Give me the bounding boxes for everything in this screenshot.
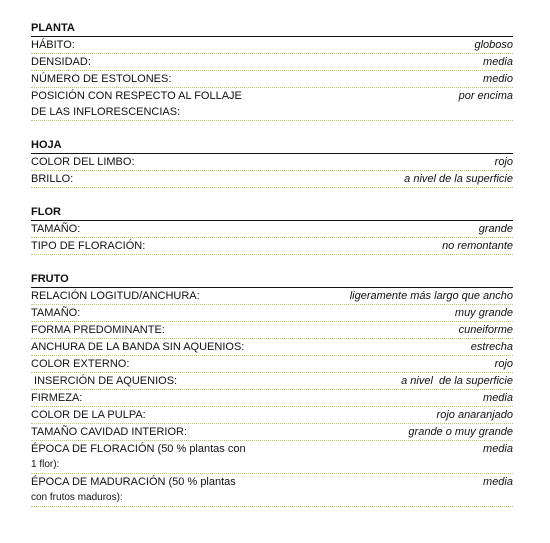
row-posicion-inflorescencias xyxy=(31,88,513,121)
row-densidad xyxy=(31,54,513,71)
row-value: grande xyxy=(478,223,513,235)
row-tamano-cavidad xyxy=(31,424,513,441)
row-epoca-floracion xyxy=(31,441,513,474)
row-label-line2: 1 flor): xyxy=(31,459,60,470)
row-tamano-fruto xyxy=(31,305,513,322)
section-title-planta: PLANTA xyxy=(31,22,513,37)
row-value: media xyxy=(483,56,513,68)
section-title-flor: FLOR xyxy=(31,206,513,221)
row-value: no remontante xyxy=(442,240,513,252)
row-label: FIRMEZA: xyxy=(31,392,83,404)
row-numero-estolones xyxy=(31,71,513,88)
row-label: RELACIÓN LOGITUD/ANCHURA: xyxy=(31,290,200,302)
characteristics-sheet xyxy=(31,22,513,525)
row-value: rojo anaranjado xyxy=(436,409,513,421)
section-hoja xyxy=(31,139,513,188)
row-insercion-aquenios xyxy=(31,373,513,390)
row-label-line2: DE LAS INFLORESCENCIAS: xyxy=(31,106,181,118)
row-color-pulpa xyxy=(31,407,513,424)
row-color-externo xyxy=(31,356,513,373)
row-value: cuneiforme xyxy=(458,324,513,336)
row-label: TAMAÑO CAVIDAD INTERIOR: xyxy=(31,426,188,438)
row-label: TAMAÑO: xyxy=(31,307,81,319)
row-label: FORMA PREDOMINANTE: xyxy=(31,324,165,336)
row-label: BRILLO: xyxy=(31,173,74,185)
row-tamano-flor xyxy=(31,221,513,238)
section-fruto xyxy=(31,273,513,507)
section-title-fruto: FRUTO xyxy=(31,273,513,288)
row-label-line1: POSICIÓN CON RESPECTO AL FOLLAJE xyxy=(31,90,242,102)
section-planta xyxy=(31,22,513,121)
row-label: TAMAÑO: xyxy=(31,223,81,235)
row-value: por encima xyxy=(458,90,513,102)
row-value: media xyxy=(483,392,513,404)
row-forma-predominante xyxy=(31,322,513,339)
row-label: COLOR EXTERNO: xyxy=(31,358,130,370)
row-relacion-longitud-anchura xyxy=(31,288,513,305)
row-label: INSERCIÓN DE AQUENIOS: xyxy=(31,375,178,387)
row-value: globoso xyxy=(474,39,513,51)
row-value: grande o muy grande xyxy=(408,426,513,438)
row-value: a nivel de la superficie xyxy=(401,375,513,387)
row-value: media xyxy=(483,443,513,455)
row-anchura-banda xyxy=(31,339,513,356)
row-label xyxy=(31,441,513,473)
row-label: NÚMERO DE ESTOLONES: xyxy=(31,73,172,85)
row-label: ANCHURA DE LA BANDA SIN AQUENIOS: xyxy=(31,341,245,353)
row-firmeza xyxy=(31,390,513,407)
row-habito xyxy=(31,37,513,54)
row-label xyxy=(31,474,513,506)
row-epoca-maduracion xyxy=(31,474,513,507)
row-value: rojo xyxy=(494,358,513,370)
row-label-line1: ÉPOCA DE FLORACIÓN (50 % plantas con xyxy=(31,443,246,455)
row-label: TIPO DE FLORACIÓN: xyxy=(31,240,146,252)
row-label xyxy=(31,88,513,120)
row-value: medio xyxy=(483,73,513,85)
row-value: a nivel de la superficie xyxy=(404,173,513,185)
row-value: media xyxy=(483,476,513,488)
row-value: rojo xyxy=(494,156,513,168)
row-label: COLOR DEL LIMBO: xyxy=(31,156,135,168)
row-tipo-floracion xyxy=(31,238,513,255)
section-flor xyxy=(31,206,513,255)
row-label-line2: con frutos maduros): xyxy=(31,492,123,503)
row-brillo xyxy=(31,171,513,188)
row-label-line1: ÉPOCA DE MADURACIÓN (50 % plantas xyxy=(31,476,236,488)
row-value: muy grande xyxy=(454,307,513,319)
section-title-hoja: HOJA xyxy=(31,139,513,154)
row-label: HÁBITO: xyxy=(31,39,75,51)
row-value: estrecha xyxy=(470,341,513,353)
row-color-limbo xyxy=(31,154,513,171)
row-label: COLOR DE LA PULPA: xyxy=(31,409,146,421)
row-label: DENSIDAD: xyxy=(31,56,91,68)
row-value: ligeramente más largo que ancho xyxy=(349,290,513,302)
